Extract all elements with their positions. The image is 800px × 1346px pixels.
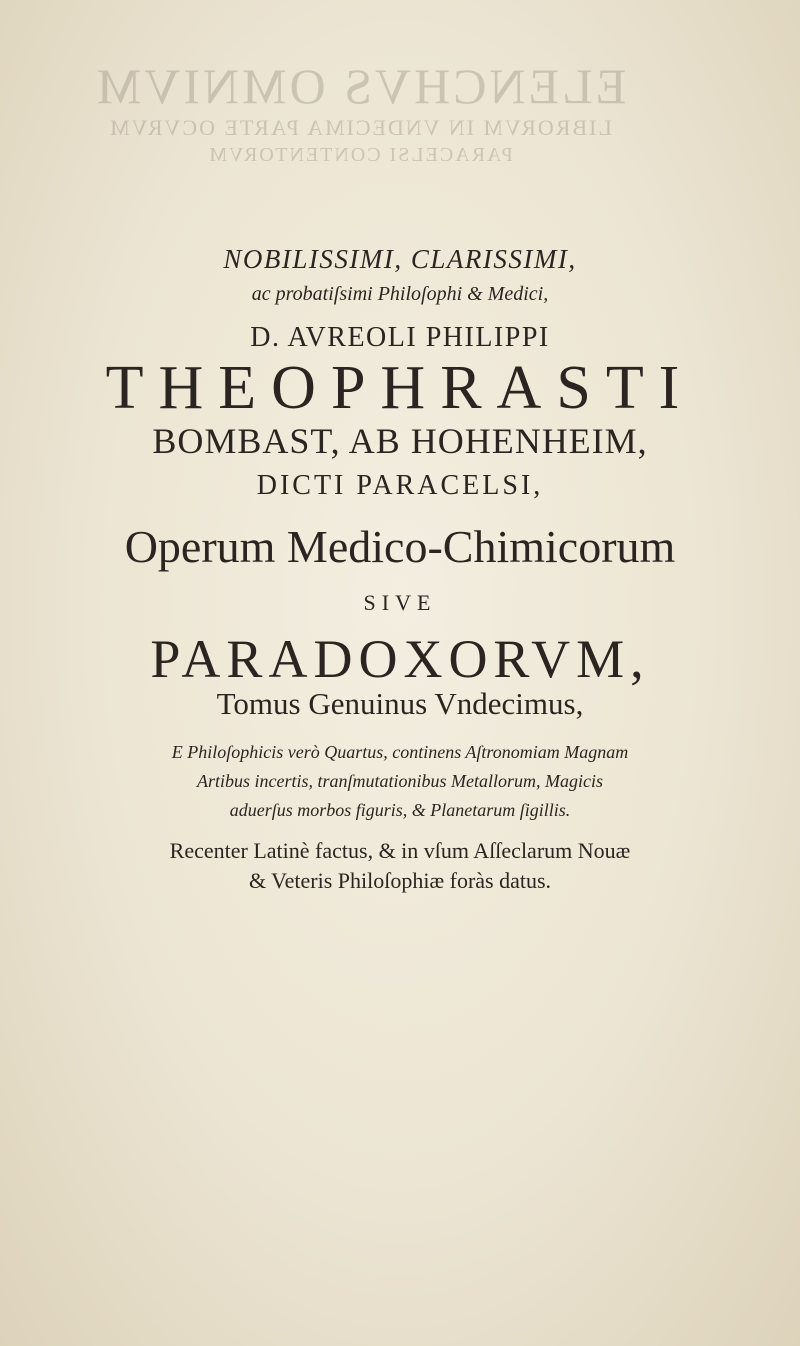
title-line-sive: SIVE — [363, 590, 437, 615]
title-line-nobilissimi: NOBILISSIMI, CLARISSIMI, — [223, 244, 577, 274]
description-line-1: E Philoſophicis verò Quartus, continens Aſtronomiam Magnam — [171, 742, 629, 762]
description-block — [0, 738, 800, 825]
recenter-line-1: Recenter Latinè factus, & in vſum Aſſeclarum Nouæ — [169, 838, 631, 863]
bleed-line-2: LIBRORVM IN VNDECIMA PARTE OCVRVM — [108, 115, 612, 140]
title-line-paracelsi: DICTI PARACELSI, — [256, 470, 544, 501]
title-line-operum: Operum Medico-Chimicorum — [124, 521, 676, 572]
bleed-line-3: PARACELSI CONTENTORVM — [207, 144, 513, 166]
title-line-tomus: Tomus Genuinus Vndecimus, — [216, 686, 584, 721]
bleed-through-text — [60, 58, 660, 168]
recenter-block — [0, 836, 800, 896]
title-line-aureoli: D. AVREOLI PHILIPPI — [250, 322, 550, 353]
description-line-2: Artibus incertis, tranſmutationibus Metallorum, Magicis — [197, 771, 603, 791]
title-line-theophrasti: THEOPHRASTI — [105, 354, 695, 422]
bleed-line-1: ELENCHVS OMNIVM — [93, 58, 627, 114]
title-line-probatissimi: ac probatiſsimi Philoſophi & Medici, — [251, 283, 549, 305]
title-line-paradoxorum: PARADOXORVM, — [150, 629, 650, 689]
description-line-3: aduerſus morbos figuris, & Planetarum ſigillis. — [229, 800, 571, 820]
title-line-bombast: BOMBAST, AB HOHENHEIM, — [152, 421, 648, 461]
recenter-line-2: & Veteris Philoſophiæ foràs datus. — [248, 868, 552, 893]
